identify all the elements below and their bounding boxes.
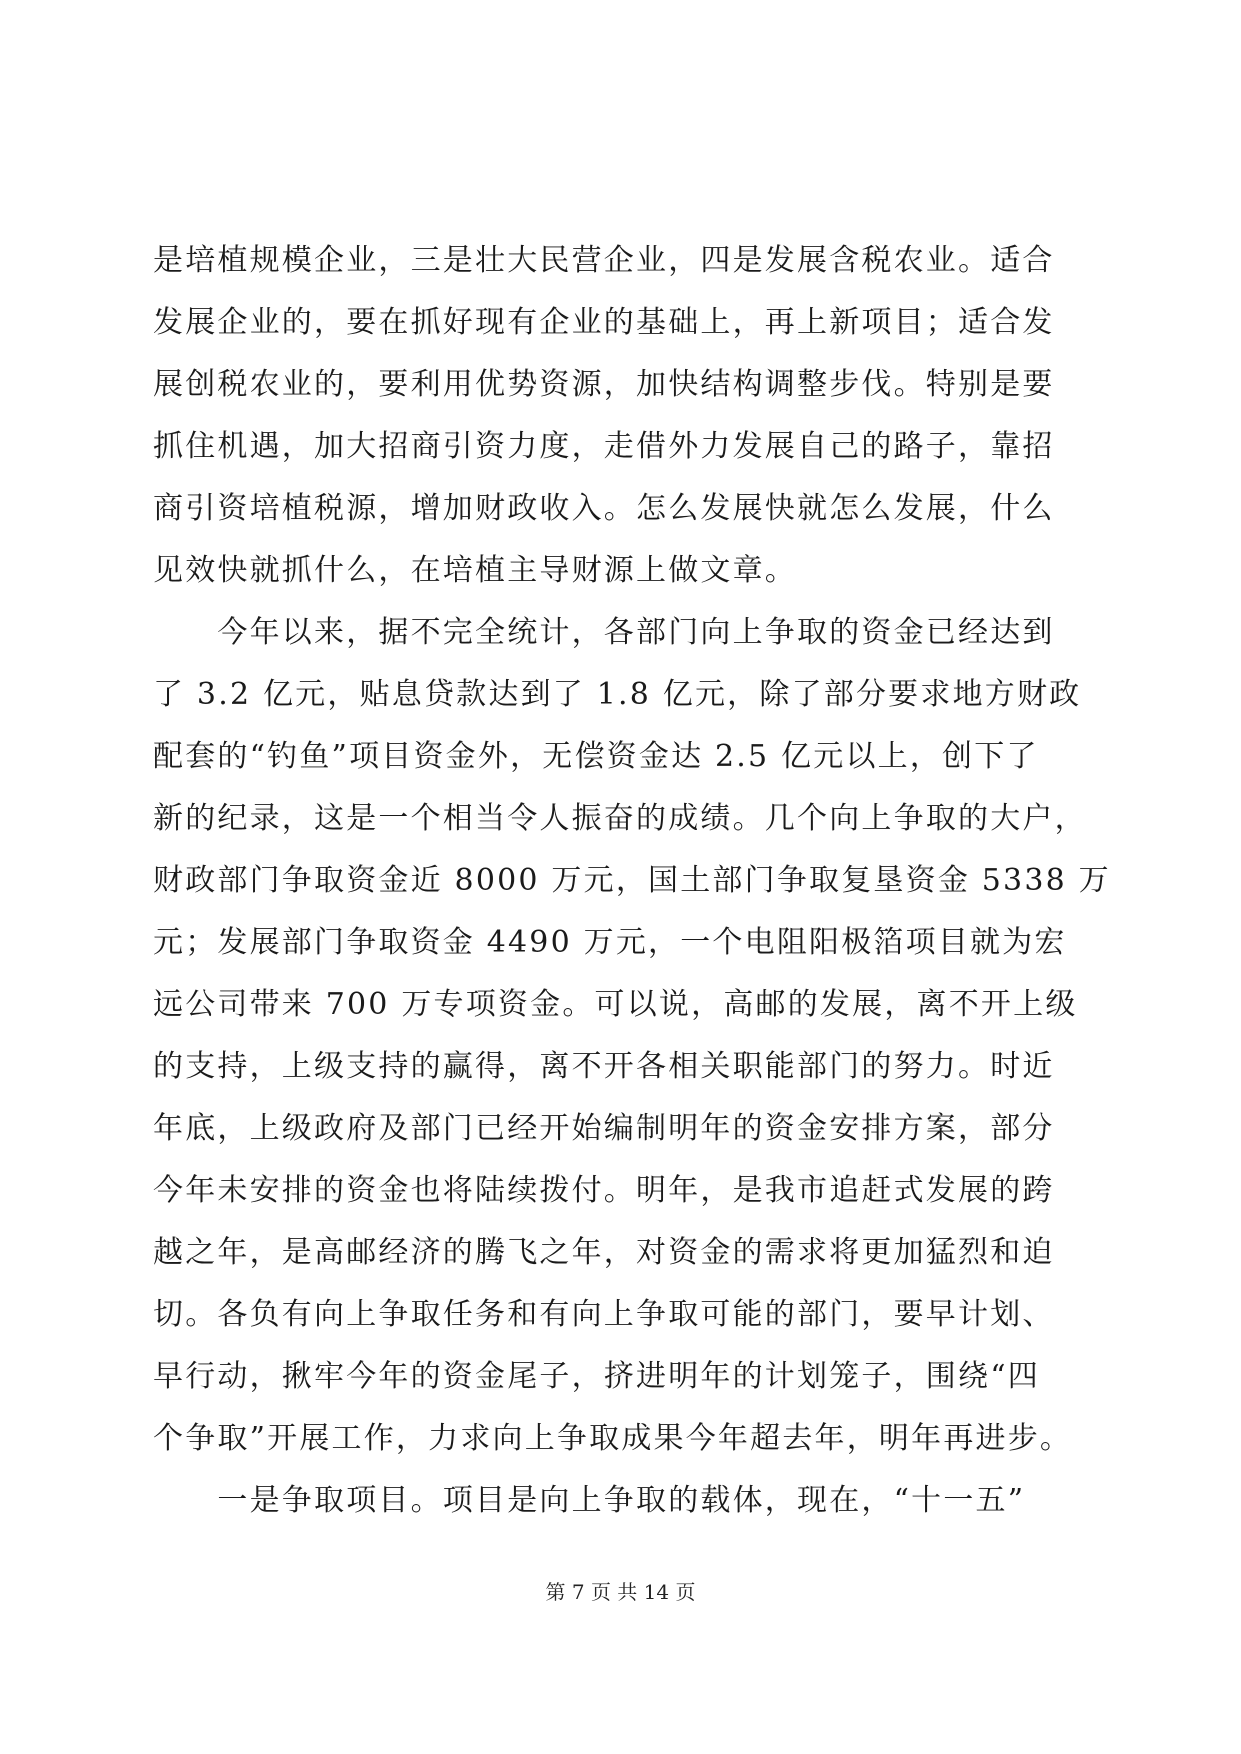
- text-line: 切。各负有向上争取任务和有向上争取可能的部门，要早计划、: [153, 1297, 1055, 1332]
- text-line: 早行动，揪牢今年的资金尾子，挤进明年的计划笼子，围绕“四: [153, 1359, 1040, 1394]
- text-line: 远公司带来 700 万专项资金。可以说，高邮的发展，离不开上级: [153, 987, 1078, 1022]
- text-line: 今年以来，据不完全统计，各部门向上争取的资金已经达到: [153, 615, 1055, 650]
- text-line: 新的纪录，这是一个相当令人振奋的成绩。几个向上争取的大户，: [153, 801, 1087, 836]
- text-line: 配套的“钓鱼”项目资金外，无偿资金达 2.5 亿元以上，创下了: [153, 739, 1039, 774]
- text-line: 一是争取项目。项目是向上争取的载体，现在，“十一五”: [153, 1483, 1026, 1518]
- text-line: 元；发展部门争取资金 4490 万元，一个电阻阳极箔项目就为宏: [153, 925, 1067, 960]
- text-line: 抓住机遇，加大招商引资力度，走借外力发展自己的路子，靠招: [153, 429, 1055, 464]
- page-number-footer: 第 7 页 共 14 页: [545, 1580, 696, 1604]
- text-line: 了 3.2 亿元，贴息贷款达到了 1.8 亿元，除了部分要求地方财政: [153, 677, 1082, 712]
- text-line: 个争取”开展工作，力求向上争取成果今年超去年，明年再进步。: [153, 1421, 1073, 1456]
- text-line: 见效快就抓什么，在培植主导财源上做文章。: [153, 553, 797, 588]
- text-line: 越之年，是高邮经济的腾飞之年，对资金的需求将更加猛烈和迫: [153, 1235, 1055, 1270]
- text-line: 展创税农业的，要利用优势资源，加快结构调整步伐。特别是要: [153, 367, 1055, 402]
- text-line: 发展企业的，要在抓好现有企业的基础上，再上新项目；适合发: [153, 305, 1055, 340]
- body-text: [153, 230, 1111, 1532]
- text-line: 今年未安排的资金也将陆续拨付。明年，是我市追赶式发展的跨: [153, 1173, 1055, 1208]
- text-line: 是培植规模企业，三是壮大民营企业，四是发展含税农业。适合: [153, 243, 1055, 278]
- text-line: 年底，上级政府及部门已经开始编制明年的资金安排方案，部分: [153, 1111, 1055, 1146]
- text-line: 财政部门争取资金近 8000 万元，国土部门争取复垦资金 5338 万: [153, 863, 1111, 898]
- text-line: 的支持，上级支持的赢得，离不开各相关职能部门的努力。时近: [153, 1049, 1055, 1084]
- text-line: 商引资培植税源，增加财政收入。怎么发展快就怎么发展，什么: [153, 491, 1055, 526]
